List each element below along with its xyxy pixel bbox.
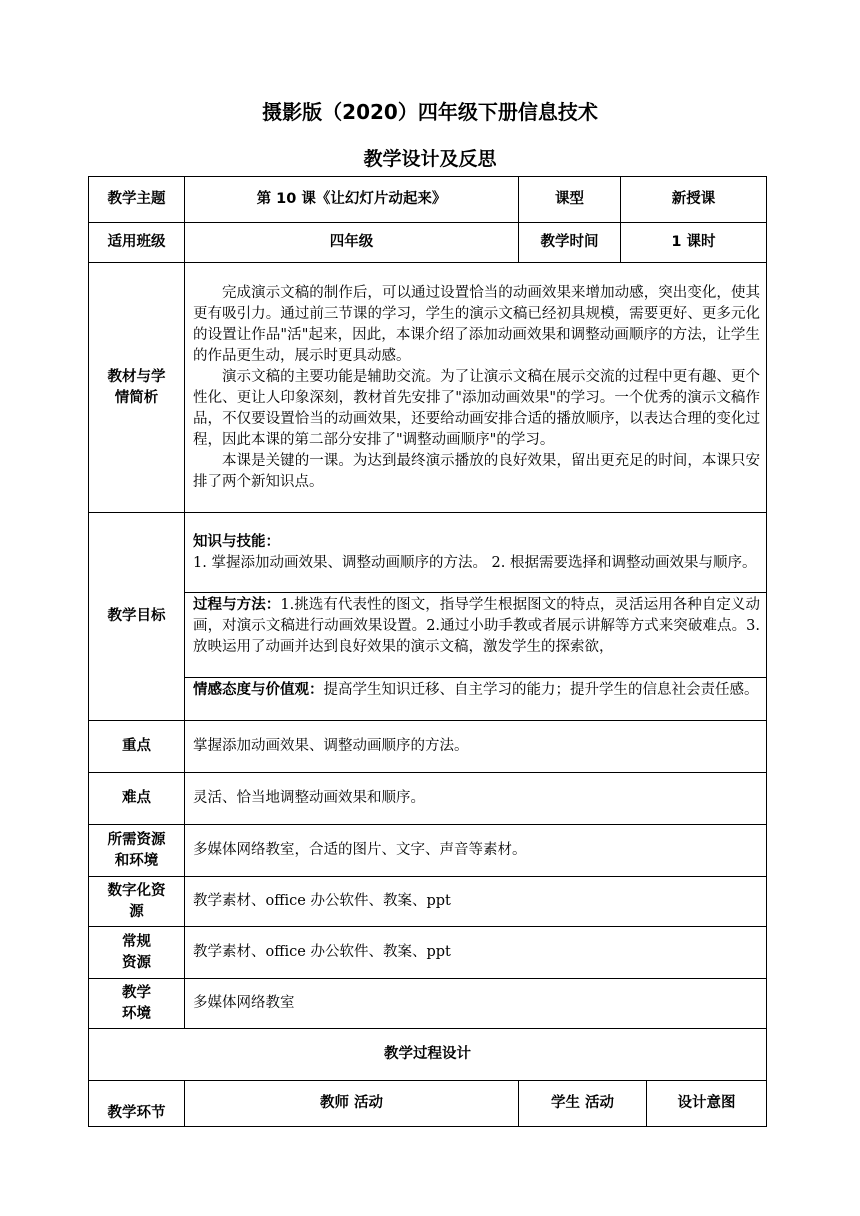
regular-text: 教学素材、office 办公软件、教案、ppt <box>185 927 767 979</box>
environment-text: 多媒体网络教室 <box>185 979 767 1029</box>
label-resources-line2: 和环境 <box>114 852 159 869</box>
row-class <box>89 223 767 263</box>
label-analysis-line1: 教材与学 <box>107 368 166 385</box>
label-regular-line2: 资源 <box>122 954 151 971</box>
label-regular-line1: 常规 <box>122 933 151 950</box>
row-environment <box>89 979 767 1029</box>
analysis-text <box>185 263 767 513</box>
row-resources <box>89 825 767 877</box>
row-objectives <box>89 513 767 721</box>
objectives-cell <box>185 513 767 721</box>
analysis-paragraph: 本课是关键的一课。为达到最终演示播放的良好效果，留出更充足的时间，本课只安排了两个新知识点。 <box>193 452 760 490</box>
resources-text: 多媒体网络教室，合适的图片、文字、声音等素材。 <box>185 825 767 877</box>
header-student: 学生 活动 <box>519 1081 647 1127</box>
header-stage: 教学环节 <box>89 1081 185 1127</box>
header-intent: 设计意图 <box>647 1081 767 1127</box>
row-process-design <box>89 1029 767 1081</box>
row-key-point <box>89 721 767 773</box>
label-objectives: 教学目标 <box>89 513 185 721</box>
class-value: 四年级 <box>185 223 519 263</box>
label-environment-line2: 环境 <box>122 1005 151 1022</box>
label-resources-line1: 所需资源 <box>107 831 166 848</box>
row-process-header <box>89 1081 767 1127</box>
document-subtitle: 教学设计及反思 <box>363 148 497 170</box>
knowledge-label: 知识与技能： <box>193 534 280 550</box>
process-text: 1.挑选有代表性的图文，指导学生根据图文的特点，灵活运用各种自定义动画，对演示文稿进行动画效果设置。2.通过小助手教或者展示讲解等方式来突破难点。3.放映运用了动画并达到良好效果的演示文稿，激发学生的探索欲， <box>193 597 760 655</box>
process-design-title: 教学过程设计 <box>89 1029 767 1081</box>
emotion-text: 提高学生知识迁移、自主学习的能力；提升学生的信息社会责任感。 <box>323 682 759 698</box>
label-key-point: 重点 <box>89 721 185 773</box>
label-analysis-line2: 情简析 <box>114 389 159 406</box>
row-topic <box>89 177 767 223</box>
analysis-paragraph: 完成演示文稿的制作后，可以通过设置恰当的动画效果来增加动感，突出变化，使其更有吸引力。通过前三节课的学习，学生的演示文稿已经初具规模，需要更好、更多元化的设置让作品"活"起来，因此，本课介绍了添加动画效果和调整动画顺序的方法，让学生的作品更生动，展示时更具动感。 <box>193 284 760 364</box>
row-digital <box>89 877 767 927</box>
type-value: 新授课 <box>621 177 767 223</box>
label-difficulty: 难点 <box>89 773 185 825</box>
digital-text: 教学素材、office 办公软件、教案、ppt <box>185 877 767 927</box>
knowledge-text: 1. 掌握添加动画效果、调整动画顺序的方法。 2. 根据需要选择和调整动画效果与顺序。 <box>193 555 757 571</box>
label-time: 教学时间 <box>519 223 621 263</box>
emotion-label: 情感态度与价值观： <box>193 682 324 698</box>
label-analysis <box>89 263 185 513</box>
label-digital-line2: 源 <box>129 903 144 920</box>
row-analysis <box>89 263 767 513</box>
label-environment <box>89 979 185 1029</box>
topic-value: 第 10 课《让幻灯片动起来》 <box>185 177 519 223</box>
objective-knowledge <box>185 530 766 593</box>
label-regular <box>89 927 185 979</box>
label-environment-line1: 教学 <box>122 984 151 1001</box>
row-regular <box>89 927 767 979</box>
analysis-paragraph: 演示文稿的主要功能是辅助交流。为了让演示文稿在展示交流的过程中更有趣、更个性化、更让人印象深刻，教材首先安排了"添加动画效果"的学习。一个优秀的演示文稿作品，不仅要设置恰当的动画效果，还要给动画安排合适的播放顺序，以表达合理的变化过程，因此本课的第二部分安排了"调整动画顺序"的学习。 <box>193 368 760 448</box>
label-class: 适用班级 <box>89 223 185 263</box>
row-difficulty <box>89 773 767 825</box>
label-type: 课型 <box>519 177 621 223</box>
header-teacher: 教师 活动 <box>185 1081 519 1127</box>
objective-process <box>185 593 766 678</box>
time-value: 1 课时 <box>621 223 767 263</box>
lesson-plan-table <box>88 176 767 1127</box>
document-title: 摄影版（2020）四年级下册信息技术 <box>262 100 598 124</box>
label-resources <box>89 825 185 877</box>
label-digital <box>89 877 185 927</box>
label-topic: 教学主题 <box>89 177 185 223</box>
difficulty-text: 灵活、恰当地调整动画效果和顺序。 <box>185 773 767 825</box>
label-digital-line1: 数字化资 <box>107 882 166 899</box>
key-point-text: 掌握添加动画效果、调整动画顺序的方法。 <box>185 721 767 773</box>
objective-emotion <box>185 678 766 703</box>
process-label: 过程与方法： <box>193 597 281 613</box>
